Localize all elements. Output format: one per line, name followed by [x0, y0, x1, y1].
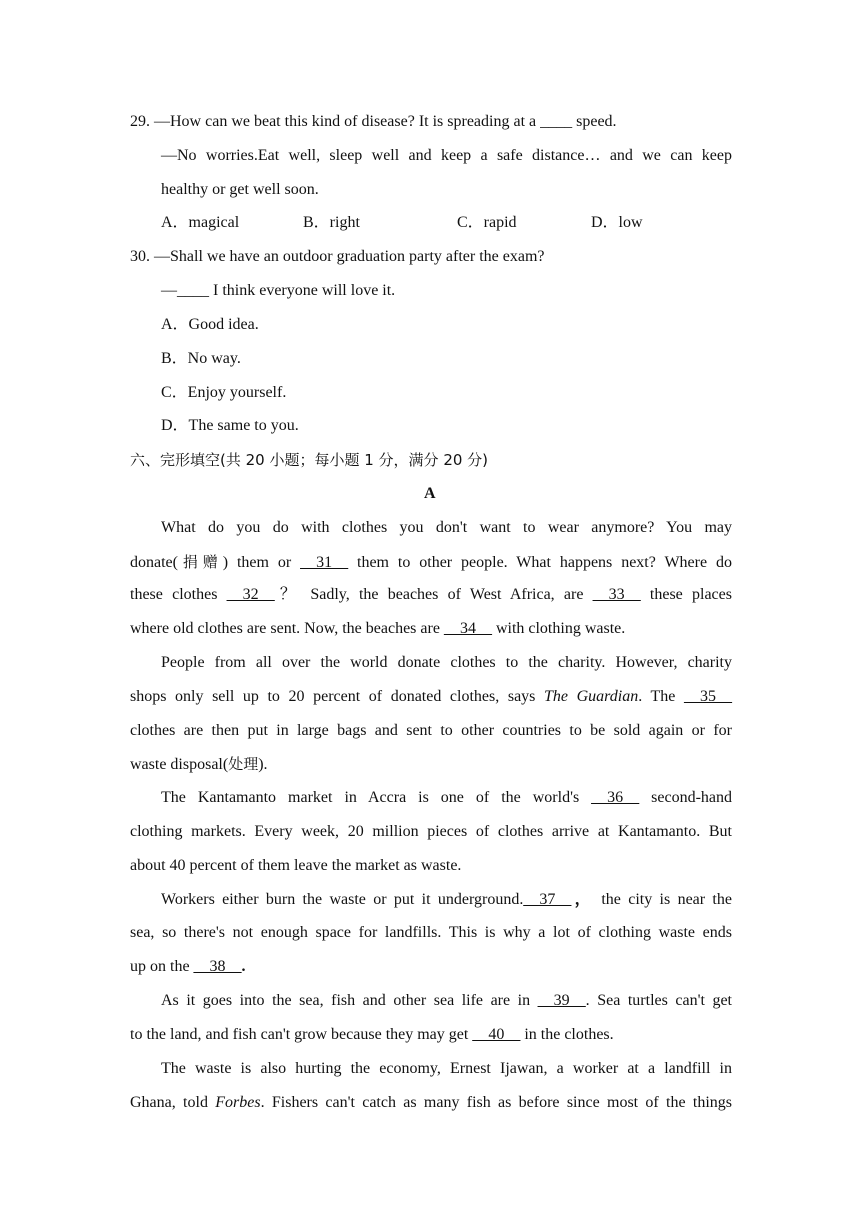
blank-38: __38__ [193, 958, 242, 975]
section-heading: 六、完形填空(共 20 小题；每小题 1 分，满分 20 分) [130, 451, 489, 469]
p2-line-2: shops only sell up to 20 percent of donated clothes, says The Guardian. The __35__ [130, 688, 733, 705]
p6-line-2: Ghana, told Forbes. Fishers can't catch as many fish as before since most of the things [130, 1094, 732, 1111]
q30-stem: 30. —Shall we have an outdoor graduation party after the exam? [130, 248, 545, 265]
blank-34: __34__ [443, 620, 492, 637]
p3-line-2: clothing markets. Every week, 20 million pieces of clothes arrive at Kantamanto. But [130, 823, 732, 840]
p1-line-1: What do you do with clothes you don't want to wear anymore? You may [161, 519, 732, 536]
p3-line-1: The Kantamanto market in Accra is one of the world's __36__ second-hand [161, 789, 733, 806]
q30-option-a: A．Good idea. [161, 316, 259, 333]
p2-line-3: clothes are then put in large bags and sent to other countries to be sold again or for [130, 722, 732, 739]
passage-label: A [424, 485, 436, 502]
q29-reply-line-1: —No worries.Eat well, sleep well and keep a safe distance… and we can keep [161, 147, 732, 164]
p1-line-3: these clothes __32__？ Sadly, the beaches of West Africa, are __33__ these places [130, 586, 732, 603]
q29-option-b: B．right [303, 214, 360, 231]
p4-line-2: sea, so there's not enough space for landfills. This is why a lot of clothing waste ends [130, 924, 732, 941]
p3-line-3: about 40 percent of them leave the market as waste. [130, 857, 462, 874]
blank-39: __39__ [537, 992, 586, 1009]
blank-33: __33__ [592, 586, 641, 603]
q30-option-d: D．The same to you. [161, 417, 299, 434]
p1-line-2: donate(捐赠) them or __31__ them to other people. What happens next? Where do [130, 553, 732, 571]
blank-40: __40__ [472, 1026, 521, 1043]
q30-option-b: B．No way. [161, 350, 241, 367]
p5-line-2: to the land, and fish can't grow because they may get __40__ in the clothes. [130, 1026, 614, 1043]
blank-36: __36__ [591, 789, 640, 806]
q29-stem: 29. —How can we beat this kind of disease? It is spreading at a ____ speed. [130, 113, 617, 130]
p6-line-1: The waste is also hurting the economy, Ernest Ijawan, a worker at a landfill in [161, 1060, 732, 1077]
p4-line-3: up on the __38__. [130, 958, 246, 975]
p5-line-1: As it goes into the sea, fish and other sea life are in __39__. Sea turtles can't get [161, 992, 733, 1009]
blank-35: __35__ [684, 688, 733, 705]
q30-reply: —____ I think everyone will love it. [161, 282, 396, 299]
p4-line-1: Workers either burn the waste or put it underground.__37__， the city is near the [161, 891, 732, 908]
p2-line-1: People from all over the world donate clothes to the charity. However, charity [161, 654, 732, 671]
q29-reply-line-2: healthy or get well soon. [161, 181, 319, 198]
q29-option-d: D．low [591, 214, 643, 231]
q30-option-c: C．Enjoy yourself. [161, 384, 287, 401]
p2-line-4: waste disposal(处理). [130, 755, 268, 773]
q29-option-c: C．rapid [457, 214, 517, 231]
blank-32: __32__ [226, 586, 275, 603]
q29-option-a: A．magical [161, 214, 240, 231]
blank-31: __31__ [300, 554, 349, 571]
blank-37: __37__ [523, 891, 572, 908]
p1-line-4: where old clothes are sent. Now, the beaches are __34__ with clothing waste. [130, 620, 626, 637]
